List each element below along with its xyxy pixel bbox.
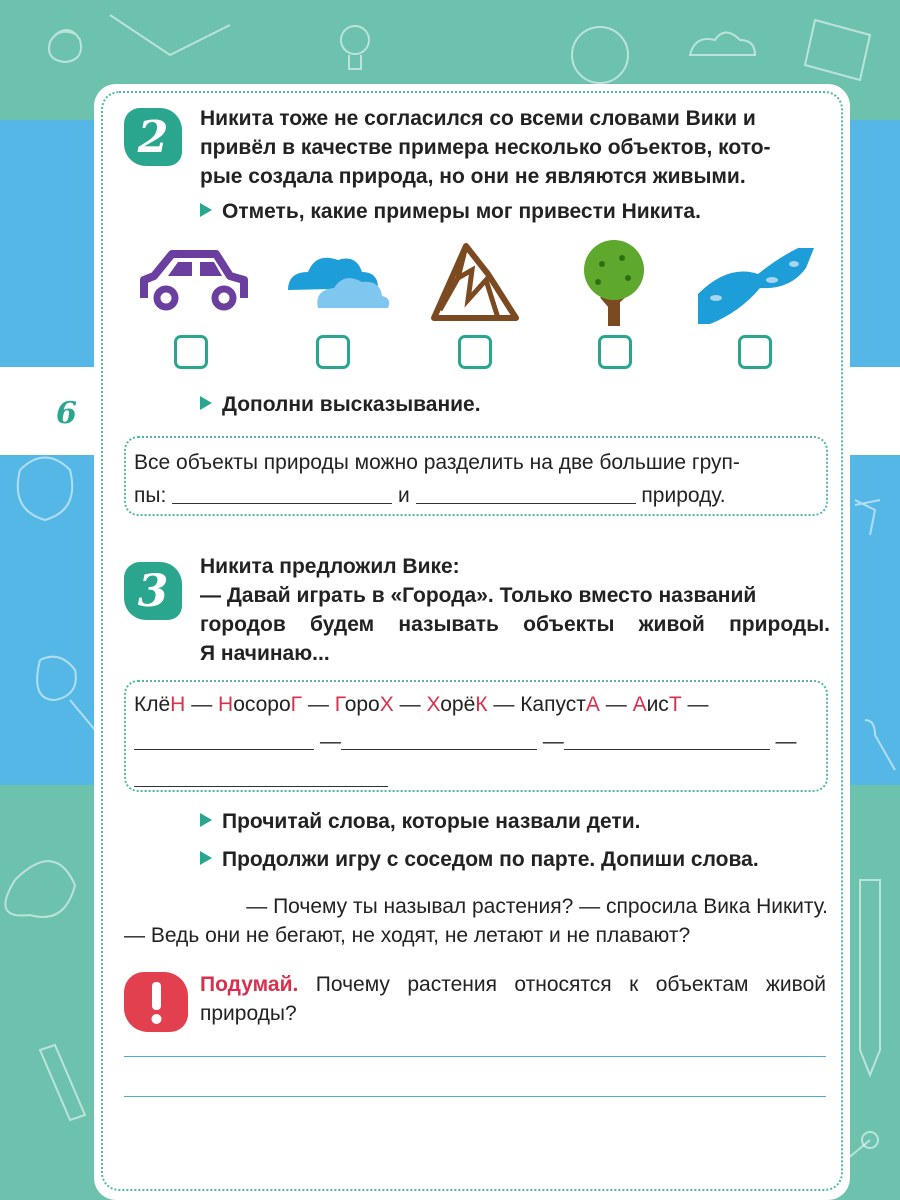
word-first-letter: Н	[218, 693, 234, 716]
word-last-letter: Х	[379, 693, 394, 716]
dash: —	[605, 693, 627, 716]
think-line: природы?	[200, 1002, 297, 1025]
dash: —	[399, 693, 421, 716]
instruction-text: Отметь, какие примеры мог привести Никита.	[222, 200, 701, 223]
word-chain-line	[134, 727, 814, 756]
answer-blank[interactable]	[416, 503, 636, 504]
dialogue	[124, 892, 828, 950]
exclamation-icon	[124, 972, 188, 1032]
answer-checkbox[interactable]	[738, 335, 772, 369]
word: осоро	[233, 693, 291, 716]
dialogue-line: — Почему ты называл растения? — спросила Вика Никиту.	[246, 895, 828, 918]
task-number-badge: 2	[124, 108, 182, 166]
dash: —	[319, 730, 341, 753]
mountain-icon	[428, 240, 522, 322]
word-chain-line	[134, 764, 814, 793]
answer-checkbox[interactable]	[598, 335, 632, 369]
writing-line[interactable]	[124, 1056, 826, 1057]
dash: —	[307, 693, 329, 716]
word: ис	[646, 693, 669, 716]
arrow-icon	[200, 851, 212, 865]
statement-line	[134, 481, 814, 510]
task2-text	[200, 104, 830, 191]
river-icon	[694, 240, 816, 324]
word-first-letter: Г	[334, 693, 345, 716]
arrow-icon	[200, 813, 212, 827]
writing-line[interactable]	[124, 1096, 826, 1097]
instruction	[200, 393, 481, 417]
instruction	[200, 810, 640, 834]
word: Клё	[134, 693, 171, 716]
word-last-letter: Т	[668, 693, 682, 716]
task2-line: привёл в качестве примера несколько объектов, кото-	[200, 136, 771, 159]
dash: —	[542, 730, 564, 753]
word-first-letter: А	[632, 693, 647, 716]
answer-checkbox[interactable]	[174, 335, 208, 369]
think-line	[200, 970, 826, 999]
answer-blank[interactable]	[134, 786, 388, 787]
tree-icon	[570, 240, 660, 328]
think-text	[200, 970, 826, 1028]
task2-line: Никита тоже не согласился со всеми словами Вики и	[200, 107, 756, 130]
dash: —	[493, 693, 515, 716]
word-first-letter: Х	[426, 693, 441, 716]
answer-blank[interactable]	[341, 749, 537, 750]
word: Капуст	[520, 693, 586, 716]
instruction-text: Прочитай слова, которые назвали дети.	[222, 810, 641, 833]
cloud-icon	[278, 250, 390, 312]
statement-conj: и	[398, 484, 410, 507]
dialogue-line: — Ведь они не бегают, не ходят, не летают и не плавают?	[124, 924, 691, 947]
task3-line: городов будем называть объекты живой природы.	[200, 613, 830, 636]
dash: —	[687, 693, 709, 716]
word: оро	[344, 693, 380, 716]
instruction-text: Продолжи игру с соседом по парте. Допиши слова.	[222, 848, 759, 871]
think-label: Подумай.	[200, 973, 299, 996]
think-question: Почему растения относятся к объектам живой	[315, 973, 826, 996]
instruction	[200, 848, 759, 872]
arrow-icon	[200, 396, 212, 410]
word-last-letter: К	[475, 693, 488, 716]
task3-line: Я начинаю...	[200, 642, 330, 665]
answer-checkbox[interactable]	[316, 335, 350, 369]
statement-line: Все объекты природы можно разделить на две большие груп-	[134, 451, 740, 474]
statement-suffix: природу.	[641, 484, 726, 507]
dash: —	[775, 730, 797, 753]
car-icon	[136, 248, 252, 312]
word-last-letter: А	[585, 693, 600, 716]
task3-line: Никита предложил Вике:	[200, 555, 460, 578]
word-last-letter: Г	[290, 693, 303, 716]
word-last-letter: Н	[170, 693, 186, 716]
word-chain	[134, 690, 814, 793]
task3-line: — Давай играть в «Города». Только вместо названий	[200, 584, 757, 607]
statement-prefix: пы:	[134, 484, 167, 507]
answer-blank[interactable]	[564, 749, 770, 750]
answer-blank[interactable]	[134, 749, 314, 750]
arrow-icon	[200, 203, 212, 217]
statement-text	[134, 448, 814, 510]
dash: —	[191, 693, 213, 716]
instruction	[200, 200, 701, 224]
task-number-badge: 3	[124, 562, 182, 620]
answer-checkbox[interactable]	[458, 335, 492, 369]
task2-line: рые создала природа, но они не являются живыми.	[200, 165, 746, 188]
answer-blank[interactable]	[172, 503, 392, 504]
word-chain-line	[134, 690, 814, 719]
task3-text	[200, 552, 830, 668]
page-number: 6	[56, 396, 77, 431]
instruction-text: Дополни высказывание.	[222, 393, 481, 416]
word: орё	[440, 693, 476, 716]
